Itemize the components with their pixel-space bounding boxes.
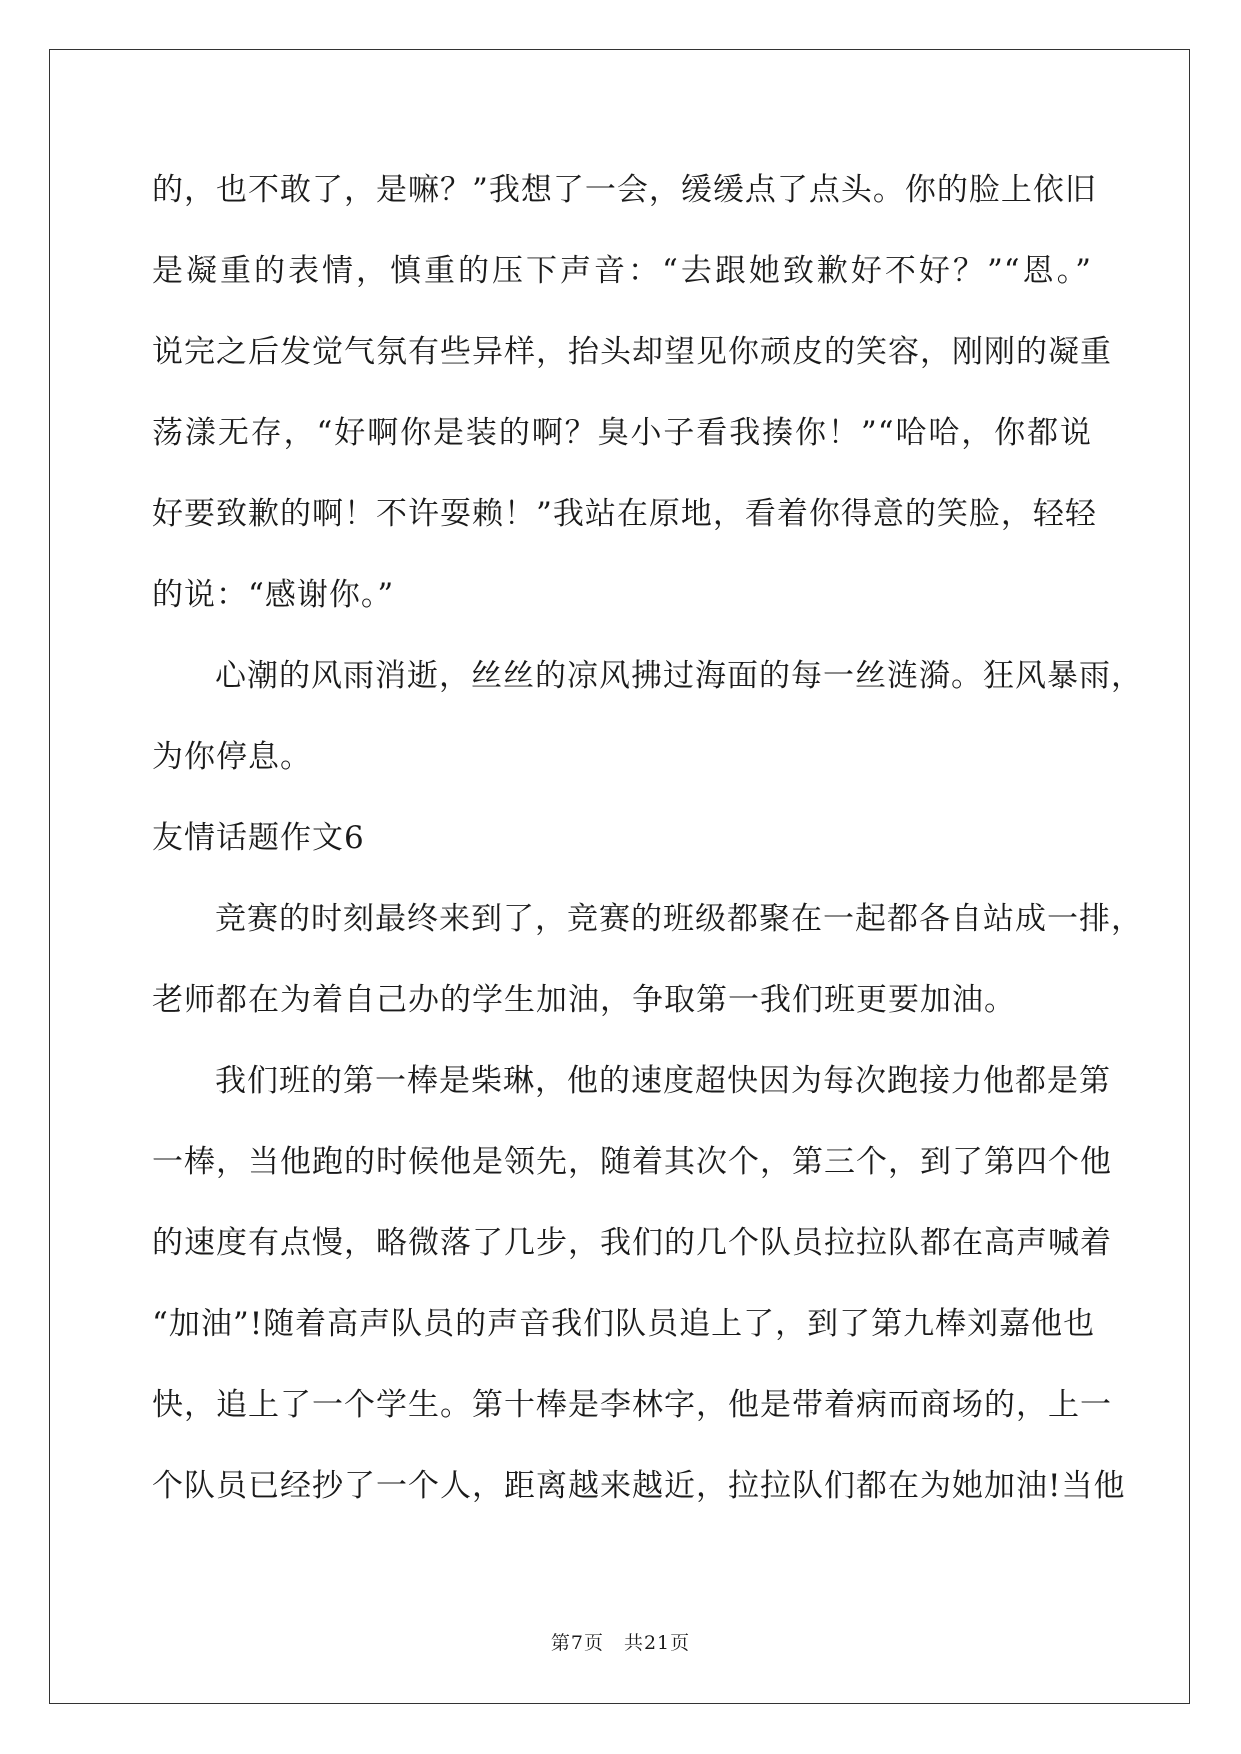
section-heading: 友情话题作文6 [152, 820, 365, 856]
text-line: 的速度有点慢，略微落了几步，我们的几个队员拉拉队都在高声喊着 [152, 1225, 1112, 1261]
text-line: 的，也不敢了，是嘛？”我想了一会，缓缓点了点头。你的脸上依旧 [152, 172, 1097, 208]
text-line: “加油”!随着高声队员的声音我们队员追上了，到了第九棒刘嘉他也 [152, 1306, 1096, 1342]
text-line: 是凝重的表情，慎重的压下声音：“去跟她致歉好不好？”“恩。” [152, 253, 1092, 289]
text-line: 为你停息。 [152, 739, 312, 775]
text-line: 一棒，当他跑的时候他是领先，随着其次个，第三个，到了第四个他 [152, 1144, 1112, 1180]
text-line: 心潮的风雨消逝，丝丝的凉风拂过海面的每一丝涟漪。狂风暴雨， [215, 658, 1143, 694]
text-line: 好要致歉的啊！不许耍赖！”我站在原地，看着你得意的笑脸，轻轻 [152, 496, 1097, 532]
text-line: 竞赛的时刻最终来到了，竞赛的班级都聚在一起都各自站成一排， [215, 901, 1143, 937]
text-line: 说完之后发觉气氛有些异样，抬头却望见你顽皮的笑容，刚刚的凝重 [152, 334, 1112, 370]
text-line: 快，追上了一个学生。第十棒是李林字，他是带着病而商场的，上一 [152, 1387, 1112, 1423]
text-line: 的说：“感谢你。” [152, 577, 395, 613]
text-line: 荡漾无存，“好啊你是装的啊？臭小子看我揍你！”“哈哈，你都说 [152, 415, 1092, 451]
page-number: 第7页 共21页 [550, 1632, 691, 1654]
document-body [152, 155, 1143, 1532]
text-line: 老师都在为着自己办的学生加油，争取第一我们班更要加油。 [152, 982, 1016, 1018]
text-line: 个队员已经抄了一个人，距离越来越近，拉拉队们都在为她加油!当他 [152, 1468, 1126, 1504]
text-line: 我们班的第一棒是柴琳，他的速度超快因为每次跑接力他都是第 [215, 1063, 1111, 1099]
